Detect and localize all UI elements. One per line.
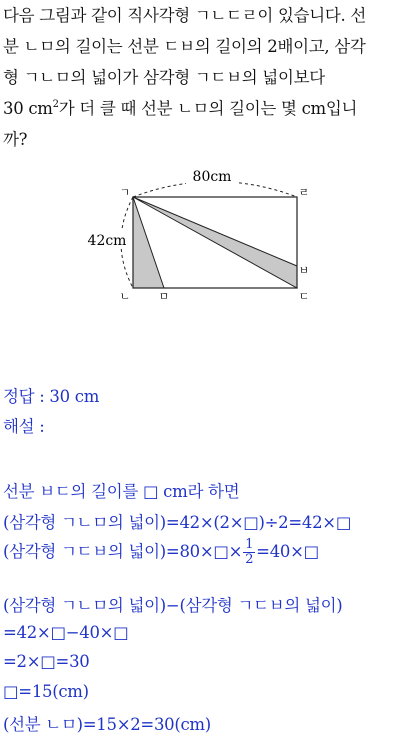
step-3-right: =40×□	[256, 542, 319, 561]
solution-step-5: =42×□−40×□	[3, 623, 129, 642]
solution-step-1: 선분 ㅂㄷ의 길이를 □ cm라 하면	[3, 482, 240, 501]
solution-step-8: (선분 ㄴㅁ)=15×2=30(cm)	[3, 715, 211, 734]
fraction-one-half	[243, 538, 255, 567]
problem-line-4	[3, 93, 397, 124]
step-3-left: (삼각형 ㄱㄷㅂ의 넓이)=80×□×	[3, 542, 243, 561]
solution-step-4: (삼각형 ㄱㄴㅁ의 넓이)−(삼각형 ㄱㄷㅂ의 넓이)	[3, 596, 343, 615]
point-label-b: ㅂ	[298, 264, 310, 277]
point-label-m: ㅁ	[158, 290, 170, 303]
problem-text	[3, 0, 397, 155]
vertex-label-bottom-right: ㄷ	[298, 290, 310, 303]
fraction-numerator: 1	[245, 537, 254, 552]
solution-step-2: (삼각형 ㄱㄴㅁ의 넓이)=42×(2×□)÷2=42×□	[3, 513, 352, 532]
height-label: 42cm	[87, 233, 127, 249]
problem-line-3: 형 ㄱㄴㅁ의 넓이가 삼각형 ㄱㄷㅂ의 넓이보다	[3, 68, 325, 87]
problem-line-2: 분 ㄴㅁ의 길이는 선분 ㄷㅂ의 길이의 2배이고, 삼각	[3, 37, 366, 56]
area-value: 30 cm	[3, 99, 53, 118]
vertex-label-top-right: ㄹ	[298, 186, 310, 199]
solution-step-7: □=15(cm)	[3, 682, 89, 701]
vertex-label-top-left: ㄱ	[119, 186, 131, 199]
solution-step-6: =2×□=30	[3, 652, 90, 671]
answer-line: 정답 : 30 cm	[3, 387, 100, 406]
rectangle-figure	[84, 160, 324, 305]
explanation-label: 해설 :	[3, 417, 45, 436]
area-exponent: 2	[52, 99, 59, 110]
solution-step-3	[3, 538, 397, 567]
problem-line-4-rest: 가 더 클 때 선분 ㄴㅁ의 길이는 몇 cm입니	[58, 99, 358, 118]
fraction-denominator: 2	[245, 552, 254, 567]
vertex-label-bottom-left: ㄴ	[119, 290, 131, 303]
width-label: 80cm	[192, 169, 232, 185]
problem-line-5: 까?	[3, 130, 28, 149]
problem-line-1: 다음 그림과 같이 직사각형 ㄱㄴㄷㄹ이 있습니다. 선	[3, 6, 367, 25]
